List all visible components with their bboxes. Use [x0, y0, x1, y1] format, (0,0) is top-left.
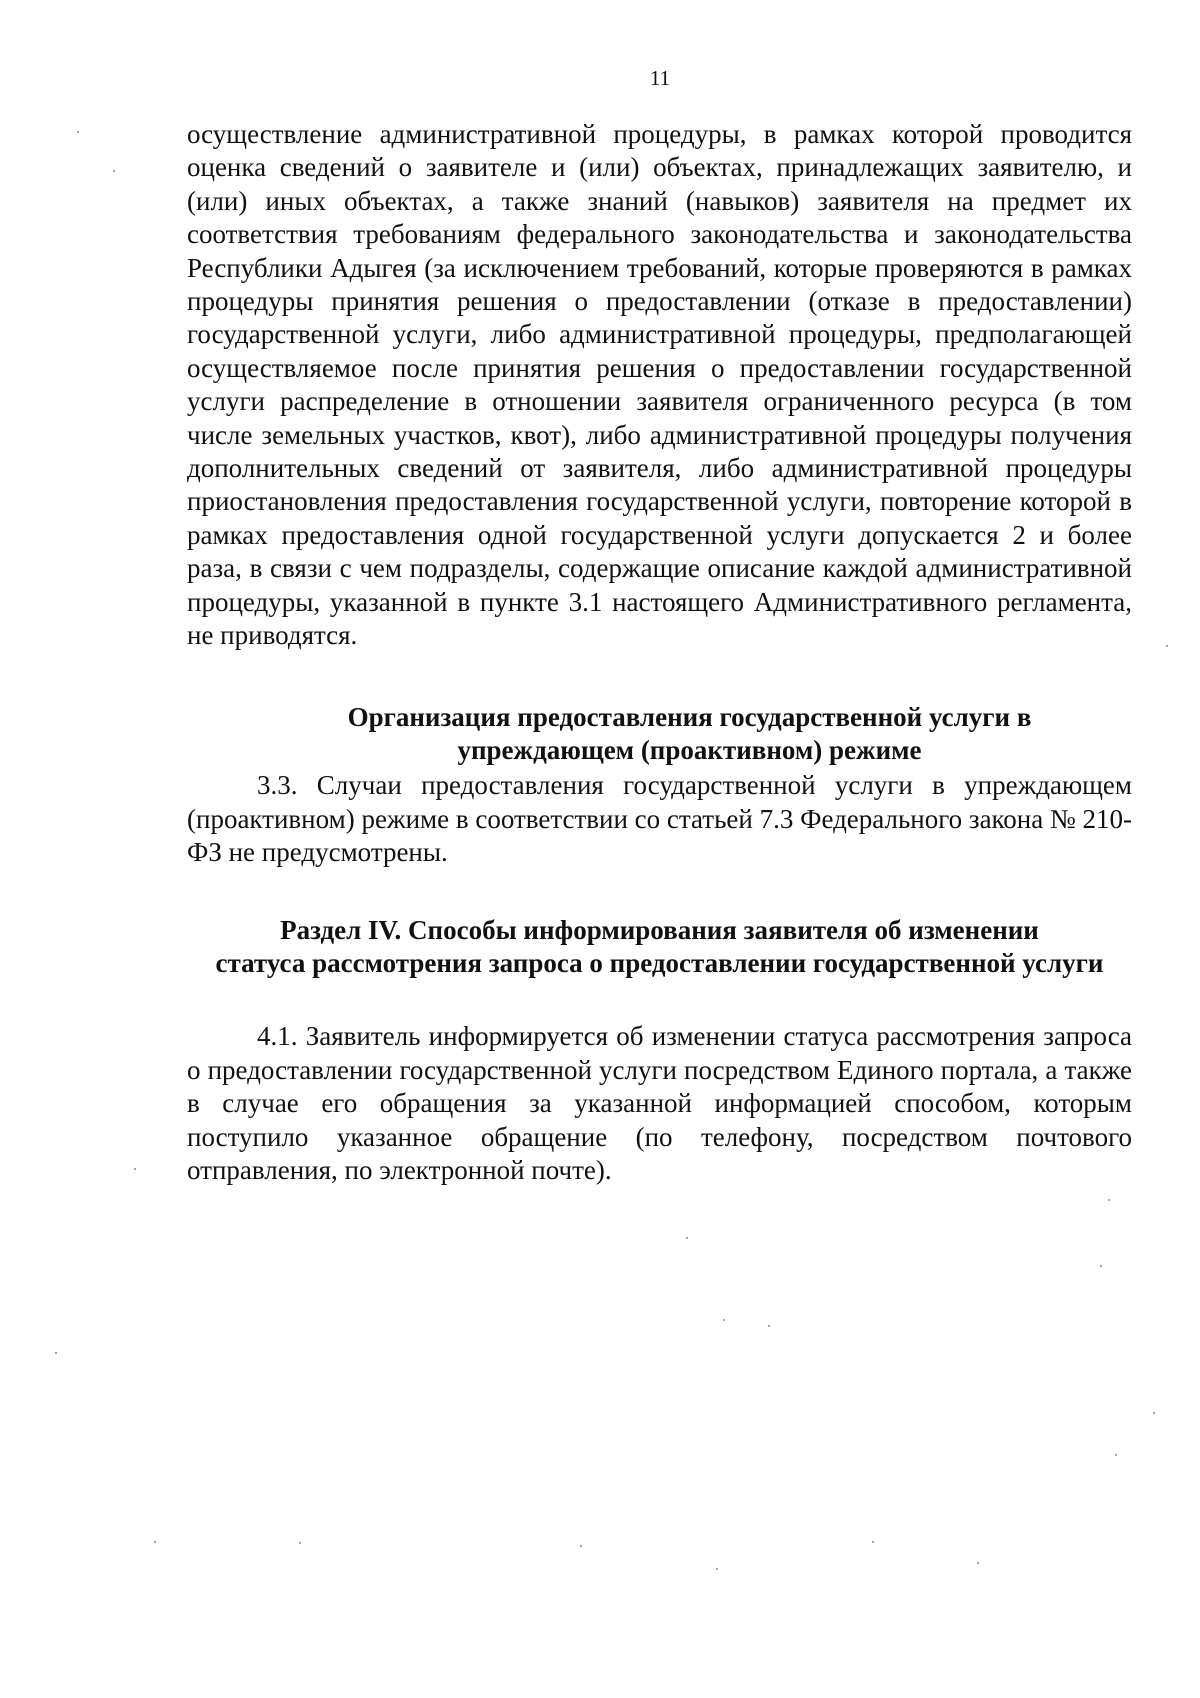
- scan-speck: [299, 1542, 301, 1544]
- scan-speck: [723, 1319, 725, 1321]
- scan-speck: [1108, 1199, 1110, 1201]
- heading-line: упреждающем (проактивном) режиме: [457, 734, 922, 765]
- heading-line: статуса рассмотрения запроса о предоставлении государственной услуги: [215, 947, 1104, 978]
- scan-speck: [113, 170, 115, 172]
- scan-speck: [716, 1568, 718, 1570]
- heading-line: Раздел IV. Способы информирования заявителя об изменении: [280, 914, 1039, 945]
- section-heading-iv: [187, 914, 1132, 981]
- scan-speck: [686, 1237, 688, 1239]
- scan-speck: [77, 131, 79, 133]
- scan-speck: [1100, 1265, 1102, 1267]
- paragraph-3-3: 3.3. Случаи предоставления государственной услуги в упреждающем (проактивном) режиме в соответствии со статьей 7.3 Федерального закона № 210-ФЗ не предусмотрены.: [187, 770, 1132, 868]
- page-body: [187, 118, 1132, 1187]
- scan-speck: [55, 1352, 57, 1354]
- heading-line: Организация предоставления государственной услуги в: [347, 701, 1032, 732]
- scan-speck: [1153, 1412, 1155, 1414]
- scan-speck: [872, 1541, 874, 1543]
- scan-speck: [977, 1562, 979, 1564]
- scan-speck: [768, 1325, 770, 1327]
- scan-speck: [580, 1545, 582, 1547]
- paragraph-continuation: осуществление административной процедуры, в рамках которой проводится оценка сведений о заявителе и (или) объектах, принадлежащих заявителю, и (или) иных объектах, а также знаний (навыков) заявителя на предмет их соответствия требованиям федерального законодательства и законодательства Республики Адыгея (за исключением требований, которые проверяются в рамках процедуры принятия решения о предоставлении (отказе в предоставлении) государственной услуги, либо административной процедуры, предполагающей осуществляемое после принятия решения о предоставлении государственной услуги распределение в отношении заявителя ограниченного ресурса (в том числе земельных участков, квот), либо административной процедуры получения дополнительных сведений от заявителя, либо административной процедуры приостановления предоставления государственной услуги, повторение которой в рамках предоставления одной государственной услуги допускается 2 и более раза, в связи с чем подразделы, содержащие описание каждой административной процедуры, указанной в пункте 3.1 настоящего Административного регламента, не приводятся.: [187, 119, 1132, 651]
- paragraph-4-1: 4.1. Заявитель информируется об изменении статуса рассмотрения запроса о предоставлении государственной услуги посредством Единого портала, а также в случае его обращения за указанной информацией способом, которым поступило указанное обращение (по телефону, посредством почтового отправления, по электронной почте).: [187, 1021, 1132, 1185]
- section-heading-proactive: [187, 701, 1132, 768]
- page-number: 11: [649, 66, 671, 90]
- scan-speck: [134, 1168, 136, 1170]
- scan-speck: [1115, 1454, 1117, 1456]
- scan-speck: [1166, 645, 1168, 647]
- scan-speck: [154, 1541, 156, 1543]
